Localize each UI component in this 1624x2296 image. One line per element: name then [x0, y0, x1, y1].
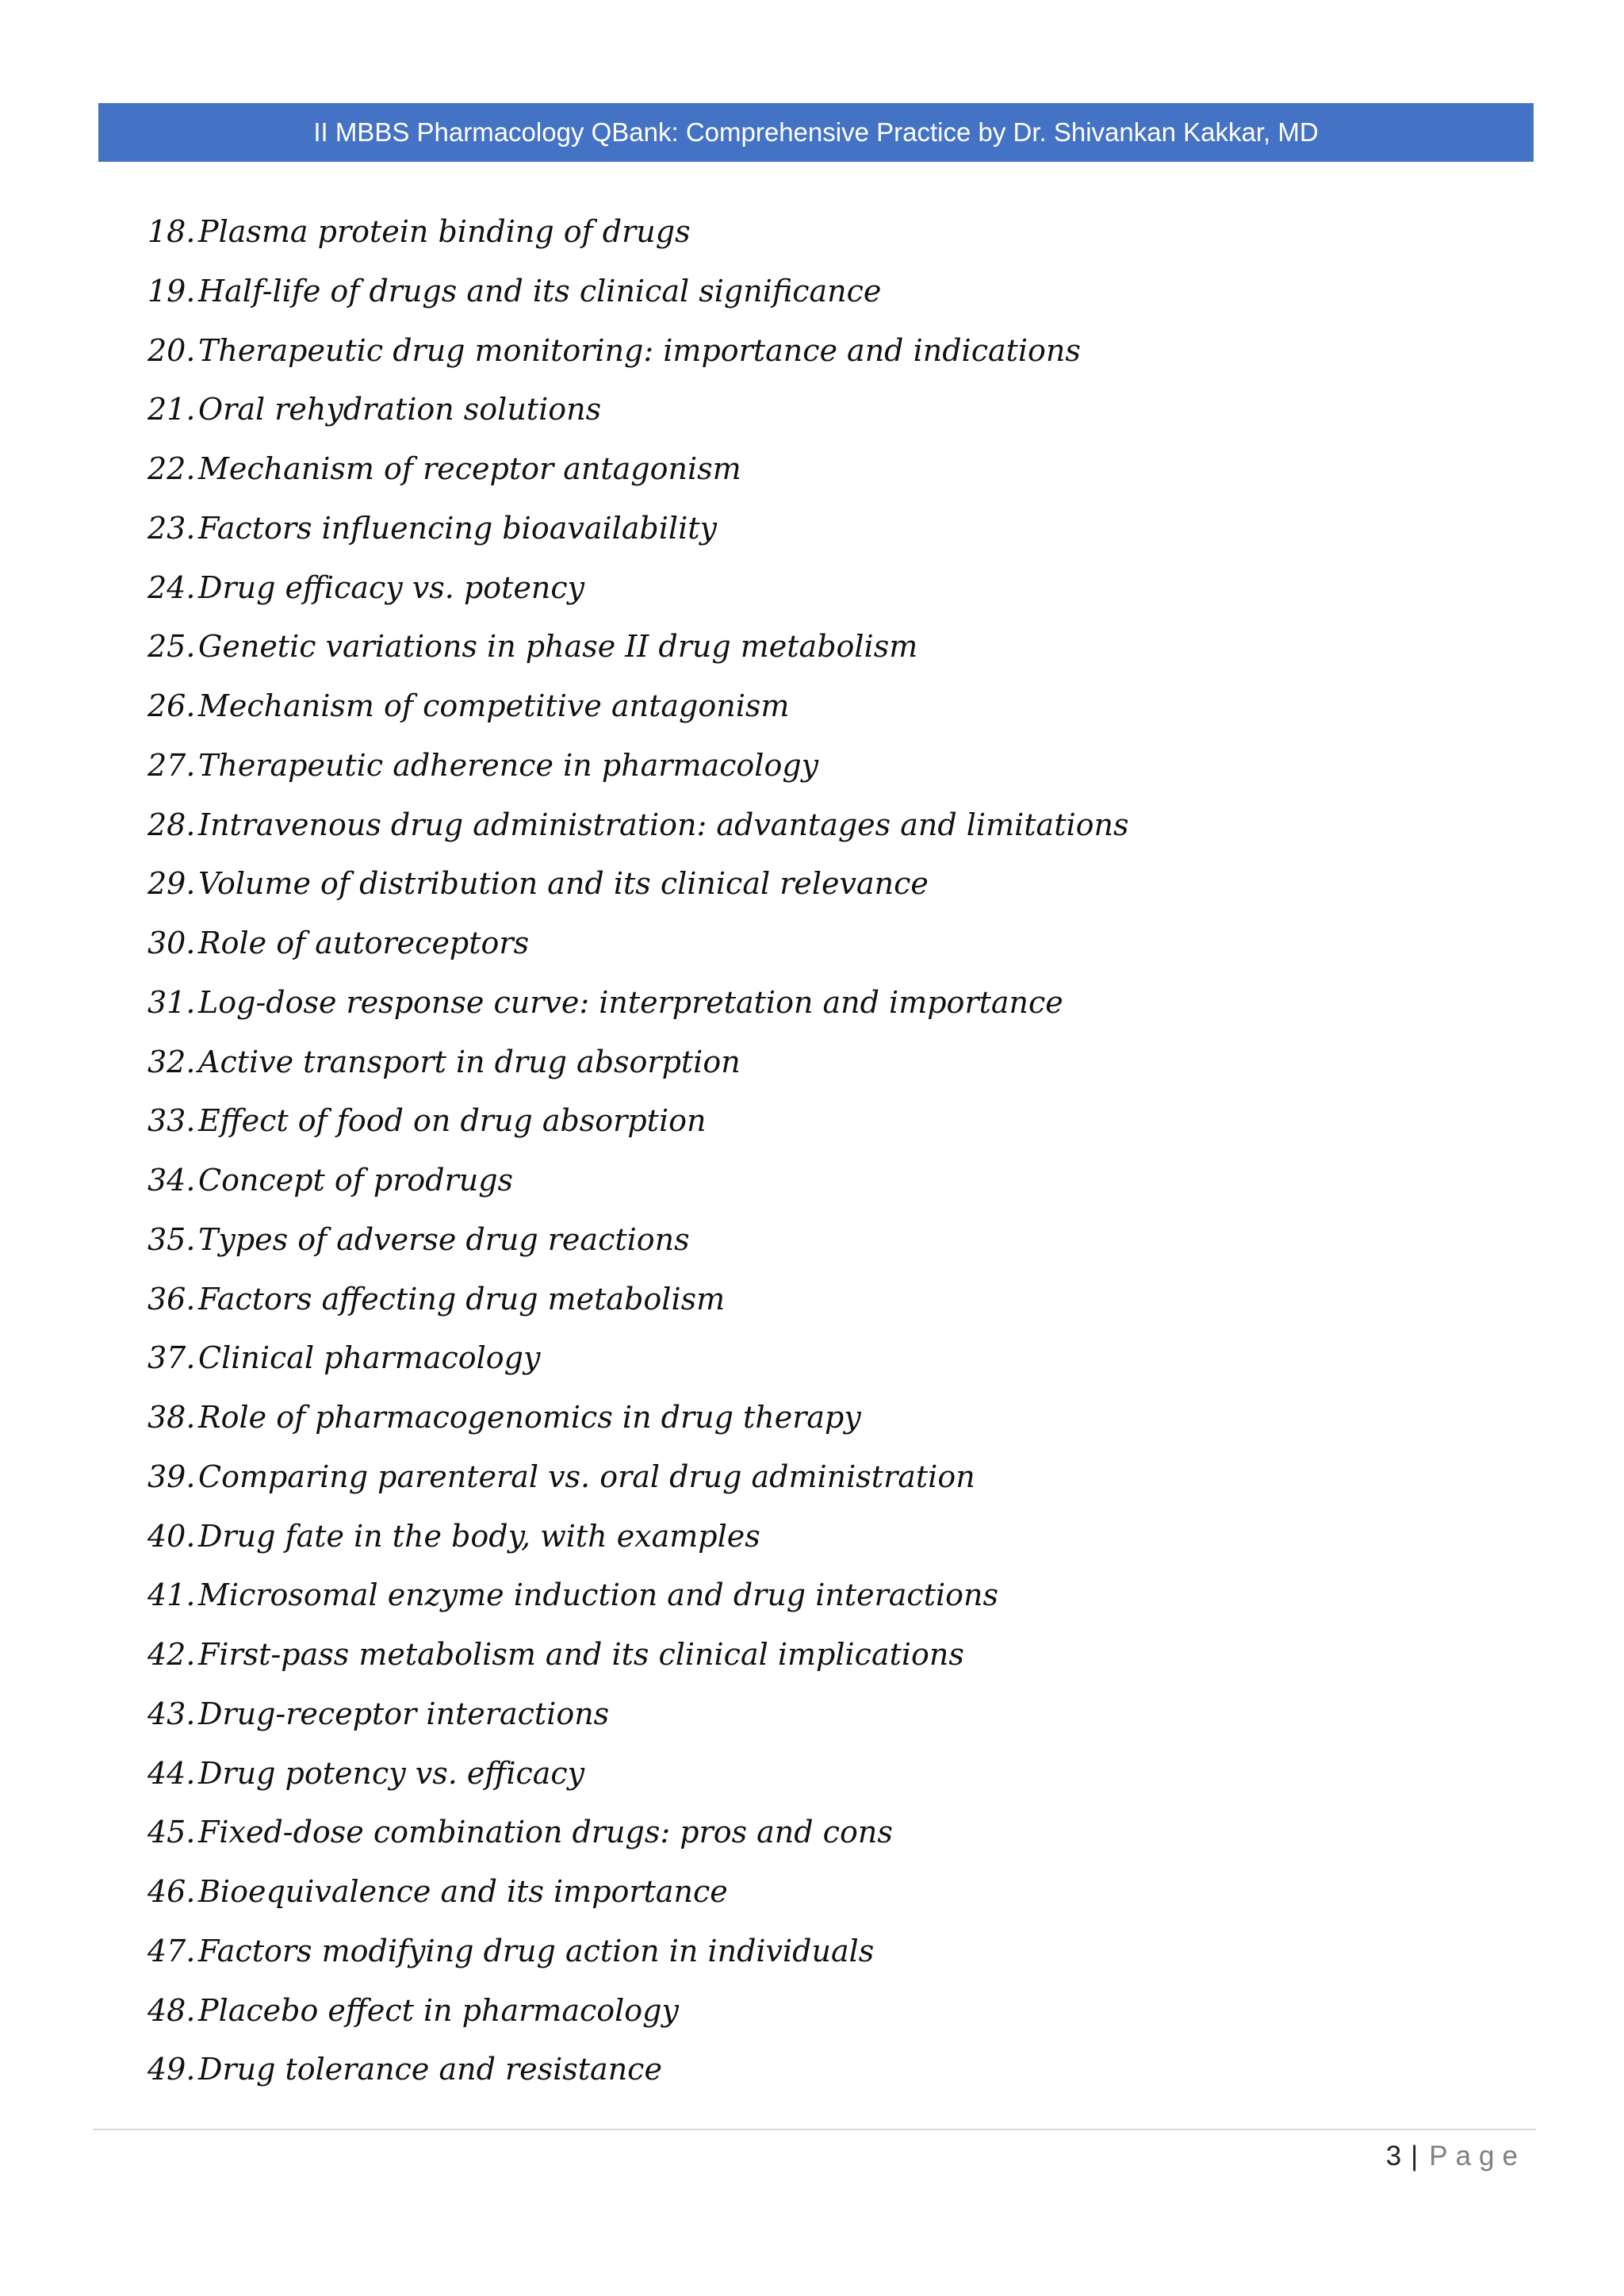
list-item: [147, 1091, 1128, 1151]
question-list: [147, 202, 1128, 2099]
question-number: 22.: [147, 451, 196, 486]
list-item: [147, 1862, 1128, 1922]
question-text: Active transport in drug absorption: [198, 1044, 741, 1079]
question-number: 20.: [147, 332, 196, 368]
list-item: [147, 795, 1128, 855]
page-separator: |: [1411, 2141, 1419, 2171]
question-number: 49.: [147, 2052, 196, 2087]
question-number: 41.: [147, 1577, 196, 1613]
list-item: [147, 1447, 1128, 1507]
header-bar: [98, 103, 1534, 162]
question-text: Drug potency vs. efficacy: [198, 1755, 585, 1791]
question-text: First-pass metabolism and its clinical implications: [198, 1637, 964, 1672]
question-number: 29.: [147, 866, 196, 902]
question-text: Placebo effect in pharmacology: [198, 1992, 679, 2028]
question-text: Intravenous drug administration: advantages and limitations: [198, 807, 1129, 842]
question-number: 44.: [147, 1755, 196, 1791]
list-item: [147, 854, 1128, 914]
question-text: Mechanism of competitive antagonism: [198, 688, 790, 723]
question-number: 25.: [147, 629, 196, 665]
question-number: 48.: [147, 1992, 196, 2028]
list-item: [147, 1566, 1128, 1625]
question-number: 23.: [147, 510, 196, 546]
list-item: [147, 1507, 1128, 1566]
list-item: [147, 1270, 1128, 1329]
question-number: 45.: [147, 1815, 196, 1850]
list-item: [147, 321, 1128, 381]
question-text: Comparing parenteral vs. oral drug administration: [198, 1458, 975, 1494]
question-number: 39.: [147, 1458, 196, 1494]
question-number: 37.: [147, 1340, 196, 1376]
list-item: [147, 677, 1128, 736]
question-text: Therapeutic adherence in pharmacology: [198, 747, 819, 783]
question-text: Fixed-dose combination drugs: pros and cons: [198, 1815, 893, 1850]
question-number: 46.: [147, 1874, 196, 1909]
list-item: [147, 558, 1128, 618]
list-item: [147, 736, 1128, 795]
question-text: Factors influencing bioavailability: [198, 510, 717, 546]
question-text: Mechanism of receptor antagonism: [198, 451, 741, 486]
question-text: Types of adverse drug reactions: [198, 1221, 690, 1257]
question-text: Role of autoreceptors: [198, 926, 530, 960]
question-number: 42.: [147, 1637, 196, 1672]
list-item: [147, 1033, 1128, 1092]
question-number: 28.: [147, 807, 196, 842]
question-number: 43.: [147, 1696, 196, 1731]
question-text: Oral rehydration solutions: [198, 392, 602, 427]
question-text: Drug tolerance and resistance: [198, 2052, 662, 2087]
question-number: 26.: [147, 688, 196, 723]
list-item: [147, 1922, 1128, 1981]
question-text: Role of pharmacogenomics in drug therapy: [198, 1400, 861, 1435]
question-text: Factors affecting drug metabolism: [198, 1281, 726, 1317]
list-item: [147, 380, 1128, 439]
question-text: Drug-receptor interactions: [198, 1696, 610, 1731]
list-item: [147, 1744, 1128, 1803]
list-item: [147, 914, 1128, 973]
question-text: Microsomal enzyme induction and drug interactions: [198, 1577, 998, 1613]
question-text: Factors modifying drug action in individuals: [198, 1933, 875, 1968]
question-text: Therapeutic drug monitoring: importance and indications: [198, 332, 1081, 368]
question-text: Genetic variations in phase II drug metabolism: [198, 629, 918, 665]
question-number: 27.: [147, 747, 196, 783]
question-number: 19.: [147, 273, 196, 309]
page-number: 3: [1385, 2141, 1402, 2171]
question-text: Effect of food on drug absorption: [198, 1103, 707, 1139]
question-number: 32.: [147, 1044, 196, 1079]
page-label: Page: [1429, 2141, 1526, 2171]
list-item: [147, 1210, 1128, 1270]
list-item: [147, 1685, 1128, 1744]
list-item: [147, 973, 1128, 1033]
list-item: [147, 1981, 1128, 2041]
question-number: 18.: [147, 214, 196, 249]
list-item: [147, 1625, 1128, 1685]
question-text: Plasma protein binding of drugs: [198, 214, 691, 249]
question-number: 40.: [147, 1518, 196, 1554]
question-text: Drug efficacy vs. potency: [198, 569, 585, 605]
question-text: Bioequivalence and its importance: [198, 1874, 728, 1909]
question-number: 35.: [147, 1221, 196, 1257]
question-text: Concept of prodrugs: [198, 1163, 514, 1198]
question-text: Volume of distribution and its clinical relevance: [198, 866, 929, 902]
list-item: [147, 262, 1128, 321]
question-text: Half-life of drugs and its clinical significance: [198, 273, 882, 309]
question-number: 31.: [147, 984, 196, 1020]
list-item: [147, 617, 1128, 677]
list-item: [147, 2040, 1128, 2099]
question-number: 47.: [147, 1933, 196, 1968]
question-number: 36.: [147, 1281, 196, 1317]
list-item: [147, 499, 1128, 558]
list-item: [147, 1328, 1128, 1388]
question-text: Log-dose response curve: interpretation and importance: [198, 984, 1063, 1020]
question-text: Drug fate in the body, with examples: [198, 1518, 760, 1554]
question-number: 38.: [147, 1400, 196, 1435]
question-number: 24.: [147, 569, 196, 605]
list-item: [147, 1388, 1128, 1447]
question-number: 33.: [147, 1103, 196, 1139]
header-title: II MBBS Pharmacology QBank: Comprehensive Practice by Dr. Shivankan Kakkar, MD: [313, 117, 1319, 147]
list-item: [147, 439, 1128, 499]
question-number: 21.: [147, 392, 196, 427]
list-item: [147, 1803, 1128, 1862]
list-item: [147, 1151, 1128, 1210]
question-number: 30.: [147, 926, 196, 960]
footer-divider: [93, 2129, 1536, 2130]
list-item: [147, 202, 1128, 262]
question-number: 34.: [147, 1163, 196, 1198]
page-footer: [1386, 2133, 1526, 2179]
question-text: Clinical pharmacology: [198, 1340, 541, 1376]
